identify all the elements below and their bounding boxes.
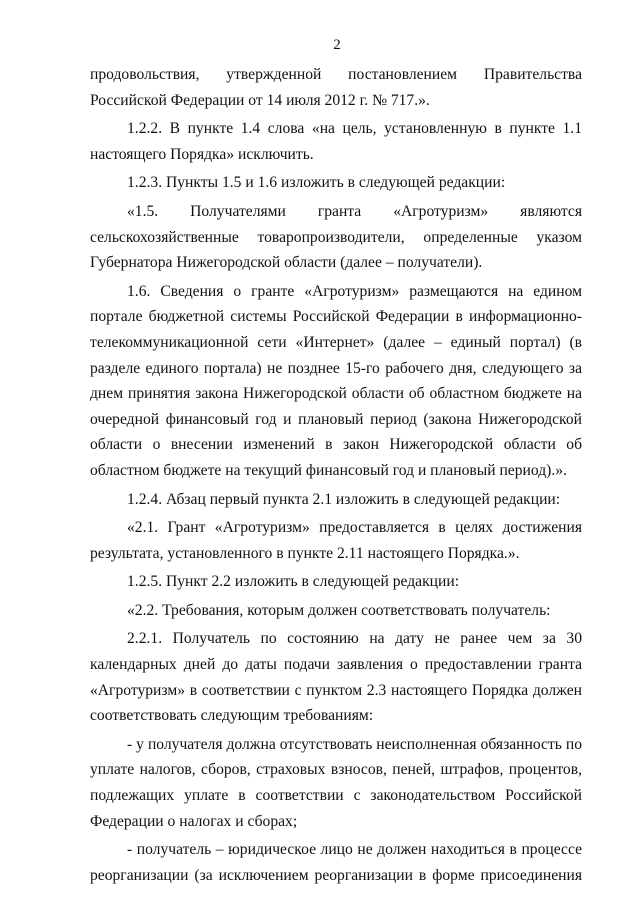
document-page — [90, 34, 582, 905]
page-number: 2 — [333, 37, 341, 53]
paragraph-continuation: продовольствия, утвержденной постановлением Правительства Российской Федерации от 14 июля 2012 г. № 717.». — [90, 66, 582, 109]
paragraph-2-2: «2.2. Требования, которым должен соответствовать получатель: — [127, 601, 551, 619]
paragraph-requirement-reorganization: - получатель – юридическое лицо не должен находиться в процессе реорганизации (за исключением реорганизации в форме присоединения — [90, 841, 582, 884]
paragraph-1-2-4: 1.2.4. Абзац первый пункта 2.1 изложить в следующей редакции: — [127, 490, 561, 508]
paragraph-2-2-1: 2.2.1. Получатель по состоянию на дату не ранее чем за 30 календарных дней до даты подачи заявления о предоставлении гранта «Агротуризм» в соответствии с пунктом 2.3 настоящего Порядка должен соответствовать следующим требованиям: — [90, 630, 582, 725]
paragraph-2-1: «2.1. Грант «Агротуризм» предоставляется в целях достижения результата, установленного в пункте 2.11 настоящего Порядка.». — [90, 519, 582, 562]
paragraph-1-6: 1.6. Сведения о гранте «Агротуризм» размещаются на едином портале бюджетной системы Российской Федерации в информационно-телекоммуникационной сети «Интернет» (далее – единый портал) (в разделе единого портала) не позднее 15-го рабочего дня, следующего за днем принятия закона Нижегородской области об областном бюджете на очередной финансовый год и плановый период (закона Нижегородской области о внесении изменений в закон Нижегородской области об областном бюджете на текущий финансовый год и плановый период).». — [90, 282, 582, 479]
paragraph-1-2-3: 1.2.3. Пункты 1.5 и 1.6 изложить в следующей редакции: — [127, 174, 506, 192]
paragraph-requirement-taxes: - у получателя должна отсутствовать неисполненная обязанность по уплате налогов, сборов, страховых взносов, пеней, штрафов, процентов, подлежащих уплате в соответствии с законодательством Российской Федерации о налогах и сборах; — [90, 735, 582, 830]
paragraph-1-2-2: 1.2.2. В пункте 1.4 слова «на цель, установленную в пункте 1.1 настоящего Порядка» исключить. — [90, 120, 582, 163]
paragraph-1-2-5: 1.2.5. Пункт 2.2 изложить в следующей редакции: — [127, 573, 460, 591]
paragraph-1-5: «1.5. Получателями гранта «Агротуризм» являются сельскохозяйственные товаропроизводители, определенные указом Губернатора Нижегородской области (далее – получатели). — [90, 202, 582, 272]
